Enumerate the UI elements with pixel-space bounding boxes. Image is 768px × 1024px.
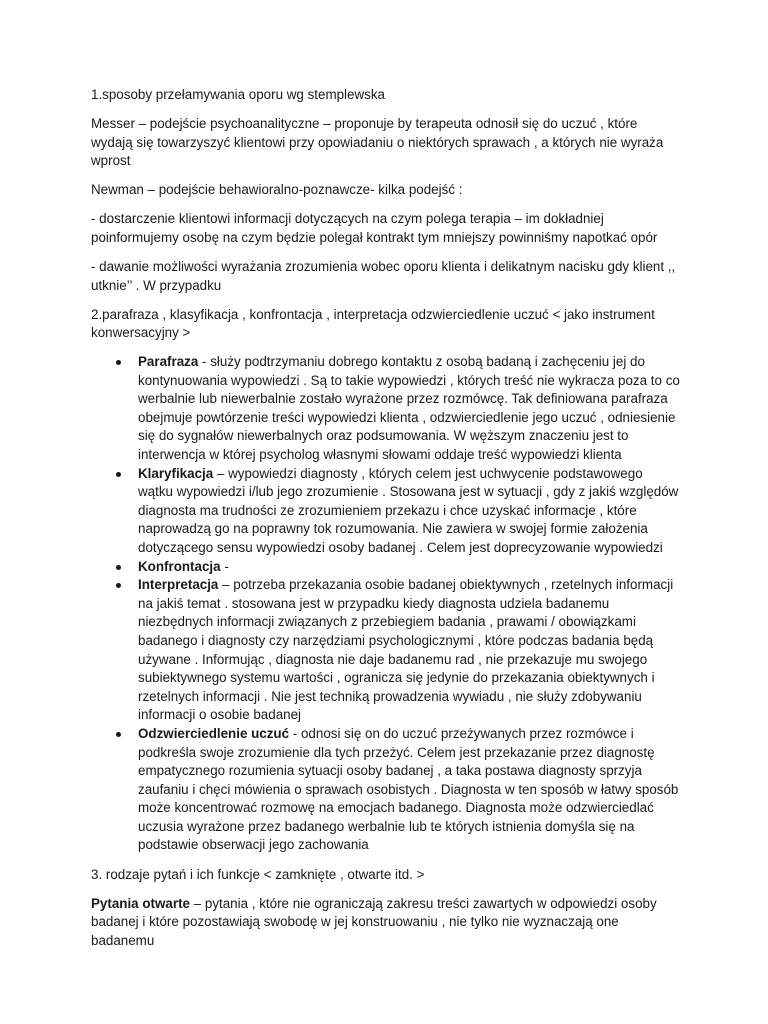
bullet-icon xyxy=(116,565,121,570)
paragraph-messer: Messer – podejście psychoanalityczne – proponuje by terapeuta odnosił się do uczuć , które wydają się towarzyszyć klientowi przy opowiadaniu o niektórych sprawach , a których nie wyraża wprost xyxy=(91,116,664,169)
definition-parafraza: - służy podtrzymaniu dobrego kontaktu z osobą badaną i zachęceniu jej do kontynuowania wypowiedzi . Są to takie wypowiedzi , których treść nie wykracza poza to co werbalnie lub niewerbalnie zostało wyrażone przez rozmówcę. Tak definiowana parafraza obejmuje powtórzenie treści wypowiedzi klienta , odzwierciedlenie jego uczuć , odniesienie się do sygnałów niewerbalnych oraz podsumowania. W węższym znaczeniu jest to interwencja w której psycholog własnymi słowami oddaje treść wypowiedzi klienta xyxy=(138,354,680,462)
paragraph-newman: Newman – podejście behawioralno-poznawcze- kilka podejść : xyxy=(91,182,463,198)
bullet-icon xyxy=(116,472,121,477)
term-open-questions: Pytania otwarte xyxy=(91,895,190,911)
bullet-icon xyxy=(116,732,121,737)
definition-odzwierciedlenie: - odnosi się on do uczuć przeżywanych przez rozmówce i podkreśla swoje zrozumienie dla tych przeżyć. Celem jest przekazanie przez diagnostę empatycznego rozumienia sytuacji osoby badanej , a taka postawa diagnosty sprzyja zaufaniu i chęci mówienia o sprawach osobistych . Diagnosta w ten sposób w łatwy sposób może koncentrować rozmowę na emocjach badanego. Diagnosta może odzwierciedlać uczusia wyrażone przez badanego werbalnie lub te których istnienia domyśla się na podstawie obserwacji jego zachowania xyxy=(138,725,679,853)
list-item-odzwierciedlenie xyxy=(91,725,681,855)
heading-conversational-instruments: 2.parafraza , klasyfikacja , konfrontacja , interpretacja odzwierciedlenie uczuć < jako instrument konwersacyjny > xyxy=(91,306,655,341)
paragraph-newman-point-2: - dawanie możliwości wyrażania zrozumienia wobec oporu klienta i delikatnym nacisku gdy klient ,, utknie’’ . W przypadku xyxy=(91,259,676,293)
term-konfrontacja: Konfrontacja xyxy=(138,558,221,574)
list-item-parafraza xyxy=(91,353,681,465)
term-parafraza: Parafraza xyxy=(138,354,199,370)
paragraph-newman-point-1: - dostarczenie klientowi informacji dotyczących na czym polega terapia – im dokładniej poinformujemy osobę na czym będzie polegał kontrakt tym mniejszy powinniśmy napotkać opór xyxy=(91,211,658,246)
term-klaryfikacja: Klaryfikacja xyxy=(138,465,214,481)
bullet-icon xyxy=(116,583,121,588)
definition-open-questions: – pytania , które nie ograniczają zakresu treści zawartych w odpowiedzi osoby badanej i które pozostawiają swobodę w jej konstruowaniu , nie tylko nie wyznaczają one badanemu xyxy=(91,895,657,948)
definition-interpretacja: – potrzeba przekazania osobie badanej obiektywnych , rzetelnych informacji na jakiś temat . stosowana jest w przypadku kiedy diagnosta udziela badanemu niezbędnych informacji związanych z przebiegiem badania , prawami / obowiązkami badanego i diagnosty czy narzędziami psychologicznymi , które podczas badania będą używane . Informując , diagnosta nie daje badanemu rad , nie przekazuje mu swojego subiektywnego systemu wartości , ogranicza się jedynie do przekazania obiektywnych i rzetelnych informacji . Nie jest techniką prowadzenia wywiadu , nie służy zdobywaniu informacji o osobie badanej xyxy=(138,577,674,723)
list-item-konfrontacja xyxy=(91,558,681,577)
list-item-klaryfikacja xyxy=(91,465,681,558)
document-page xyxy=(91,86,681,961)
term-interpretacja: Interpretacja xyxy=(138,577,219,593)
definition-klaryfikacja: – wypowiedzi diagnosty , których celem jest uchwycenie podstawowego wątku wypowiedzi i/lub jego zrozumienie . Stosowana jest w sytuacji , gdy z jakiś względów diagnosta ma trudności ze zrozumieniem przekazu i chce uzyskać informacje , które naprowadzą go na poprawny tok rozumowania. Nie zawiera w swojej formie założenia dotyczącego sensu wypowiedzi osoby badanej . Celem jest doprecyzowanie wypowiedzi xyxy=(138,465,679,555)
definition-konfrontacja: - xyxy=(220,558,229,574)
heading-resistance-methods: 1.sposoby przełamywania oporu wg stemplewska xyxy=(91,87,385,102)
paragraph-open-questions xyxy=(91,895,681,951)
bullet-icon xyxy=(116,360,121,365)
term-odzwierciedlenie: Odzwierciedlenie uczuć xyxy=(138,725,290,741)
heading-question-types: 3. rodzaje pytań i ich funkcje < zamknięte , otwarte itd. > xyxy=(91,866,425,882)
instrument-list xyxy=(91,353,681,855)
list-item-interpretacja xyxy=(91,576,681,725)
